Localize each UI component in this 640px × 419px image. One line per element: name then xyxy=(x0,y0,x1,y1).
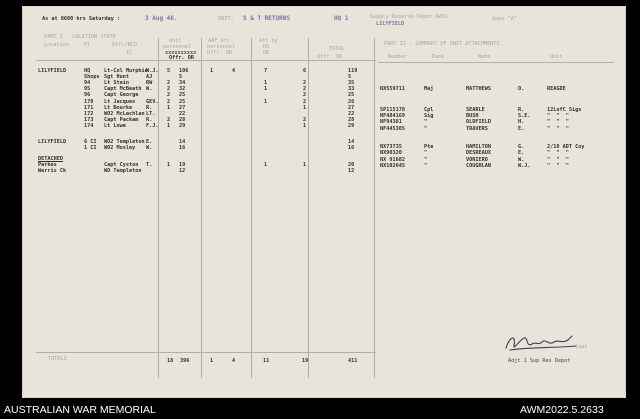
row-total-or: 22 xyxy=(348,110,355,117)
att-number: NF484169 xyxy=(380,112,405,119)
row-platoon: 95 xyxy=(84,86,91,93)
row-officer-name: Lt Stein xyxy=(104,80,129,87)
att-surname: DESREAUX xyxy=(466,150,491,157)
date-text: 3 Aug 46. xyxy=(145,15,178,22)
att-number: NX102645 xyxy=(380,163,405,169)
total-unit-offr: 18 xyxy=(167,358,174,364)
row-unit-offr: 1 xyxy=(167,162,171,169)
row-total-or: 119 xyxy=(348,68,358,74)
row-initials: E. xyxy=(146,139,153,145)
col-number: Number xyxy=(388,54,407,60)
row-officer-name: Lt Lowe xyxy=(104,122,126,129)
row-att: 1 xyxy=(264,86,268,93)
row-total-offr: 1 xyxy=(303,162,307,169)
row-total-or: 16 xyxy=(348,145,355,152)
row-unit-or: 106 xyxy=(179,68,189,74)
att-rank: " xyxy=(424,125,428,132)
row-unit-offr: 2 xyxy=(167,92,171,99)
row-unit-offr: 2 xyxy=(167,116,171,123)
divider-line xyxy=(374,38,375,378)
row-unit-or: 5 xyxy=(179,74,183,81)
row-total-or: 27 xyxy=(348,104,355,111)
att-initials: G. xyxy=(518,144,525,151)
as-at-text: As at 0600 hrs Saturday : xyxy=(42,16,121,22)
col-unit2: Unit xyxy=(550,54,563,60)
totals-label: TOTALS xyxy=(48,356,67,362)
col-offr-nco: Offr/NCO xyxy=(112,42,137,48)
row-location: LILYFIELD xyxy=(38,139,67,145)
att-initials: O. xyxy=(518,86,525,92)
row-officer-name: WO2 McLachlan xyxy=(104,110,145,117)
row-officer-name: Capt Packam xyxy=(104,116,139,123)
row-unit-or: 29 xyxy=(179,122,186,129)
unit-value: S & T RETURNS xyxy=(243,15,290,22)
divider-line xyxy=(251,38,252,378)
att-number: NX73735 xyxy=(380,144,402,151)
row-officer-name: Capt Cyston xyxy=(104,162,139,169)
col-rank: Rank xyxy=(432,54,445,60)
row-location: Werris Ck xyxy=(38,168,67,175)
col-att-by: Att by xyxy=(259,38,278,44)
divider-line xyxy=(201,38,202,378)
att-initials: W. xyxy=(518,156,525,163)
att-initials: E. xyxy=(518,150,525,157)
signature-capt: Capt xyxy=(575,344,588,350)
row-platoon: 174 xyxy=(84,122,94,129)
unit-label: UNIT: xyxy=(218,16,234,22)
total-att: 11 xyxy=(263,358,270,364)
att-initials: H. xyxy=(518,119,525,126)
row-total-or: 12 xyxy=(348,168,355,175)
row-unit-offr: 2 xyxy=(167,98,171,105)
att-surname: VONIERO xyxy=(466,156,488,163)
att-rank: Cpl xyxy=(424,106,434,113)
row-unit-or: 12 xyxy=(179,168,186,175)
row-initials: W. xyxy=(146,86,153,93)
row-unit-offr: 2 xyxy=(167,86,171,93)
row-total-offr: 2 xyxy=(303,98,307,105)
total-or: 411 xyxy=(348,358,358,364)
divider-line xyxy=(158,38,159,378)
row-initials: LT. xyxy=(146,110,156,117)
row-platoon: 6 CI xyxy=(84,139,97,145)
att-rank: " xyxy=(424,163,428,169)
col-total-offr-or: Offr. OR xyxy=(317,54,342,60)
total-offr: 19 xyxy=(302,358,309,364)
row-initials: R. xyxy=(146,104,153,111)
part2-title: PART II - SUMMARY OF UNIT ATTACHMENTS. xyxy=(384,41,503,47)
att-surname: TRAVERS xyxy=(466,125,488,132)
row-unit-offr: 1 xyxy=(167,122,171,129)
part1-title: PART I - LOCATION STATE xyxy=(44,34,116,40)
att-unit: " " " xyxy=(547,150,569,157)
row-location: LILYFIELD xyxy=(38,68,67,74)
row-initials: W. xyxy=(146,145,153,152)
row-unit-or: 22 xyxy=(179,110,186,117)
footer-right: AWM2022.5.2633 xyxy=(520,404,604,416)
row-platoon: 173 xyxy=(84,116,94,123)
att-rank: Sig xyxy=(424,112,434,119)
row-att: 1 xyxy=(264,98,268,105)
divider-line xyxy=(308,38,309,378)
row-total-or: 35 xyxy=(348,80,355,87)
row-unit-offr: 1 xyxy=(167,104,171,111)
row-platoon: 96 xyxy=(84,92,91,99)
row-total-offr: 1 xyxy=(303,104,307,111)
att-rank: " xyxy=(424,150,428,157)
signature-caption: Adjt 1 Sup Res Depot xyxy=(508,358,571,364)
att-initials: W.J. xyxy=(518,163,531,169)
row-officer-name: Capt McBeath xyxy=(104,86,142,93)
row-total-offr: 2 xyxy=(303,86,307,93)
att-unit: " " " xyxy=(547,112,569,119)
row-total-or: 33 xyxy=(348,86,355,93)
row-initials: F.J. xyxy=(146,122,159,129)
att-initials: R. xyxy=(518,106,525,113)
row-unit-offr: 2 xyxy=(167,80,171,87)
att-number: NX 91682 xyxy=(380,156,405,163)
att-initials: S.E. xyxy=(518,112,531,119)
depot-line2: LILYFIELD xyxy=(376,21,405,27)
row-initials: T. xyxy=(146,162,153,169)
row-unit-or: 25 xyxy=(179,92,186,99)
att-surname: HAMILTON xyxy=(466,144,491,151)
row-platoon: 94 xyxy=(84,80,91,87)
att-surname: OLDFIELD xyxy=(466,119,491,126)
att-rank: Maj xyxy=(424,86,434,92)
col-aaf-personnel: personnel xyxy=(207,44,236,50)
att-number: NX559711 xyxy=(380,86,405,92)
row-initials: AJ xyxy=(146,74,153,81)
row-aaf-or: 4 xyxy=(232,68,236,74)
att-surname: BUSH xyxy=(466,112,479,119)
row-unit-or: 32 xyxy=(179,86,186,93)
footer-left: AUSTRALIAN WAR MEMORIAL xyxy=(4,404,156,416)
row-officer-name: Lt Jacques xyxy=(104,98,136,105)
att-unit: REAGDE xyxy=(547,86,566,92)
att-unit: " " " xyxy=(547,125,569,132)
att-unit: " " " xyxy=(547,156,569,163)
row-initials: R. xyxy=(146,116,153,123)
col-unit-marks: xxxxxxxxxx xyxy=(165,50,197,56)
row-total-or: 25 xyxy=(348,92,355,99)
row-total-or: 20 xyxy=(348,162,355,169)
col-location: Location xyxy=(44,42,69,48)
row-location: Parkes xyxy=(38,162,57,169)
col-pl: Pl xyxy=(84,42,91,48)
row-total-or: 5 xyxy=(348,74,352,81)
att-number: SP115178 xyxy=(380,106,405,113)
appx-text: Appx "A" xyxy=(492,16,517,22)
row-unit-or: 27 xyxy=(179,104,186,111)
row-unit-or: 34 xyxy=(179,80,186,87)
row-unit-or: 25 xyxy=(179,98,186,105)
row-unit-or: 19 xyxy=(179,162,186,169)
row-officer-name: WO2 Mosley xyxy=(104,145,136,152)
row-platoon: 1 CI xyxy=(84,145,97,152)
col-total: TOTAL xyxy=(329,46,345,52)
col-ic: IC xyxy=(126,50,133,56)
att-number: NF445305 xyxy=(380,125,405,132)
att-surname: COUGHLAN xyxy=(466,163,491,169)
row-officer-name: Lt Bourke xyxy=(104,104,133,111)
row-unit-or: 16 xyxy=(179,145,186,152)
row-total-or: 14 xyxy=(348,139,355,145)
row-location: DETACHED xyxy=(38,156,63,163)
total-aaf-offr: 1 xyxy=(210,358,214,364)
row-att: 1 xyxy=(264,80,268,87)
col-aaf-offr-or: Offr. OR xyxy=(207,50,232,56)
col-unit-personnel: personnel xyxy=(163,44,192,50)
header-rule xyxy=(36,60,376,61)
row-total-offr: 6 xyxy=(303,68,307,74)
row-initials: GEV. xyxy=(146,98,159,105)
row-unit-offr: 5 xyxy=(167,68,171,74)
row-total-or: 26 xyxy=(348,98,355,105)
row-total-or: 29 xyxy=(348,122,355,129)
row-total-offr: 1 xyxy=(303,122,307,129)
signature-mark xyxy=(502,332,582,354)
row-platoon: Shops xyxy=(84,74,100,81)
hq-text: HQ 1 xyxy=(334,15,349,22)
row-officer-name: Lt-Col Murphie xyxy=(104,68,148,74)
row-unit-or: 14 xyxy=(179,139,186,145)
row-initials: RW xyxy=(146,80,153,87)
att-unit: " " " xyxy=(547,119,569,126)
col-att-or: OR xyxy=(263,50,270,56)
row-platoon: 170 xyxy=(84,98,94,105)
att-number: NF94381 xyxy=(380,119,402,126)
row-platoon: 171 xyxy=(84,104,94,111)
row-officer-name: WO2 Templeton xyxy=(104,139,145,145)
row-aaf-offr: 1 xyxy=(210,68,214,74)
row-att: 1 xyxy=(264,162,268,169)
col-name: Name xyxy=(478,54,491,60)
row-total-or: 28 xyxy=(348,116,355,123)
att-rank: Pte xyxy=(424,144,434,151)
col-unit-offr-or: Offr. OR xyxy=(169,55,194,61)
att-number: NX90320 xyxy=(380,150,402,157)
row-unit-or: 28 xyxy=(179,116,186,123)
att-unit: 12LofC Sigs xyxy=(547,106,582,113)
row-total-offr: 2 xyxy=(303,116,307,123)
row-officer-name: WO Templeton xyxy=(104,168,142,175)
part2-header-rule xyxy=(378,62,614,63)
att-initials: E. xyxy=(518,125,525,132)
col-unit: Unit xyxy=(169,38,182,44)
row-platoon: 172 xyxy=(84,110,94,117)
att-rank: " xyxy=(424,156,428,163)
att-unit: 2/10 ADT Coy xyxy=(547,144,585,151)
row-officer-name: Capt George xyxy=(104,92,139,99)
row-att: 7 xyxy=(264,68,268,74)
att-rank: " xyxy=(424,119,428,126)
row-platoon: HQ xyxy=(84,68,91,74)
total-unit-or: 396 xyxy=(180,358,190,364)
att-unit: " " " xyxy=(547,163,569,169)
totals-rule xyxy=(36,352,376,353)
depot-line1: Supply Reserve Depot AASC xyxy=(370,14,449,20)
row-total-offr: 2 xyxy=(303,92,307,99)
document-sheet xyxy=(22,6,626,398)
col-att-hq: HQ xyxy=(263,44,270,50)
row-total-offr: 2 xyxy=(303,80,307,87)
row-initials: N.J. xyxy=(146,68,159,74)
att-surname: SEARLE xyxy=(466,106,485,113)
total-aaf-or: 4 xyxy=(232,358,236,364)
col-aaf: AAF Att xyxy=(208,38,230,44)
att-surname: MATTHEWS xyxy=(466,86,491,92)
row-officer-name: Sgt Hunt xyxy=(104,74,129,81)
